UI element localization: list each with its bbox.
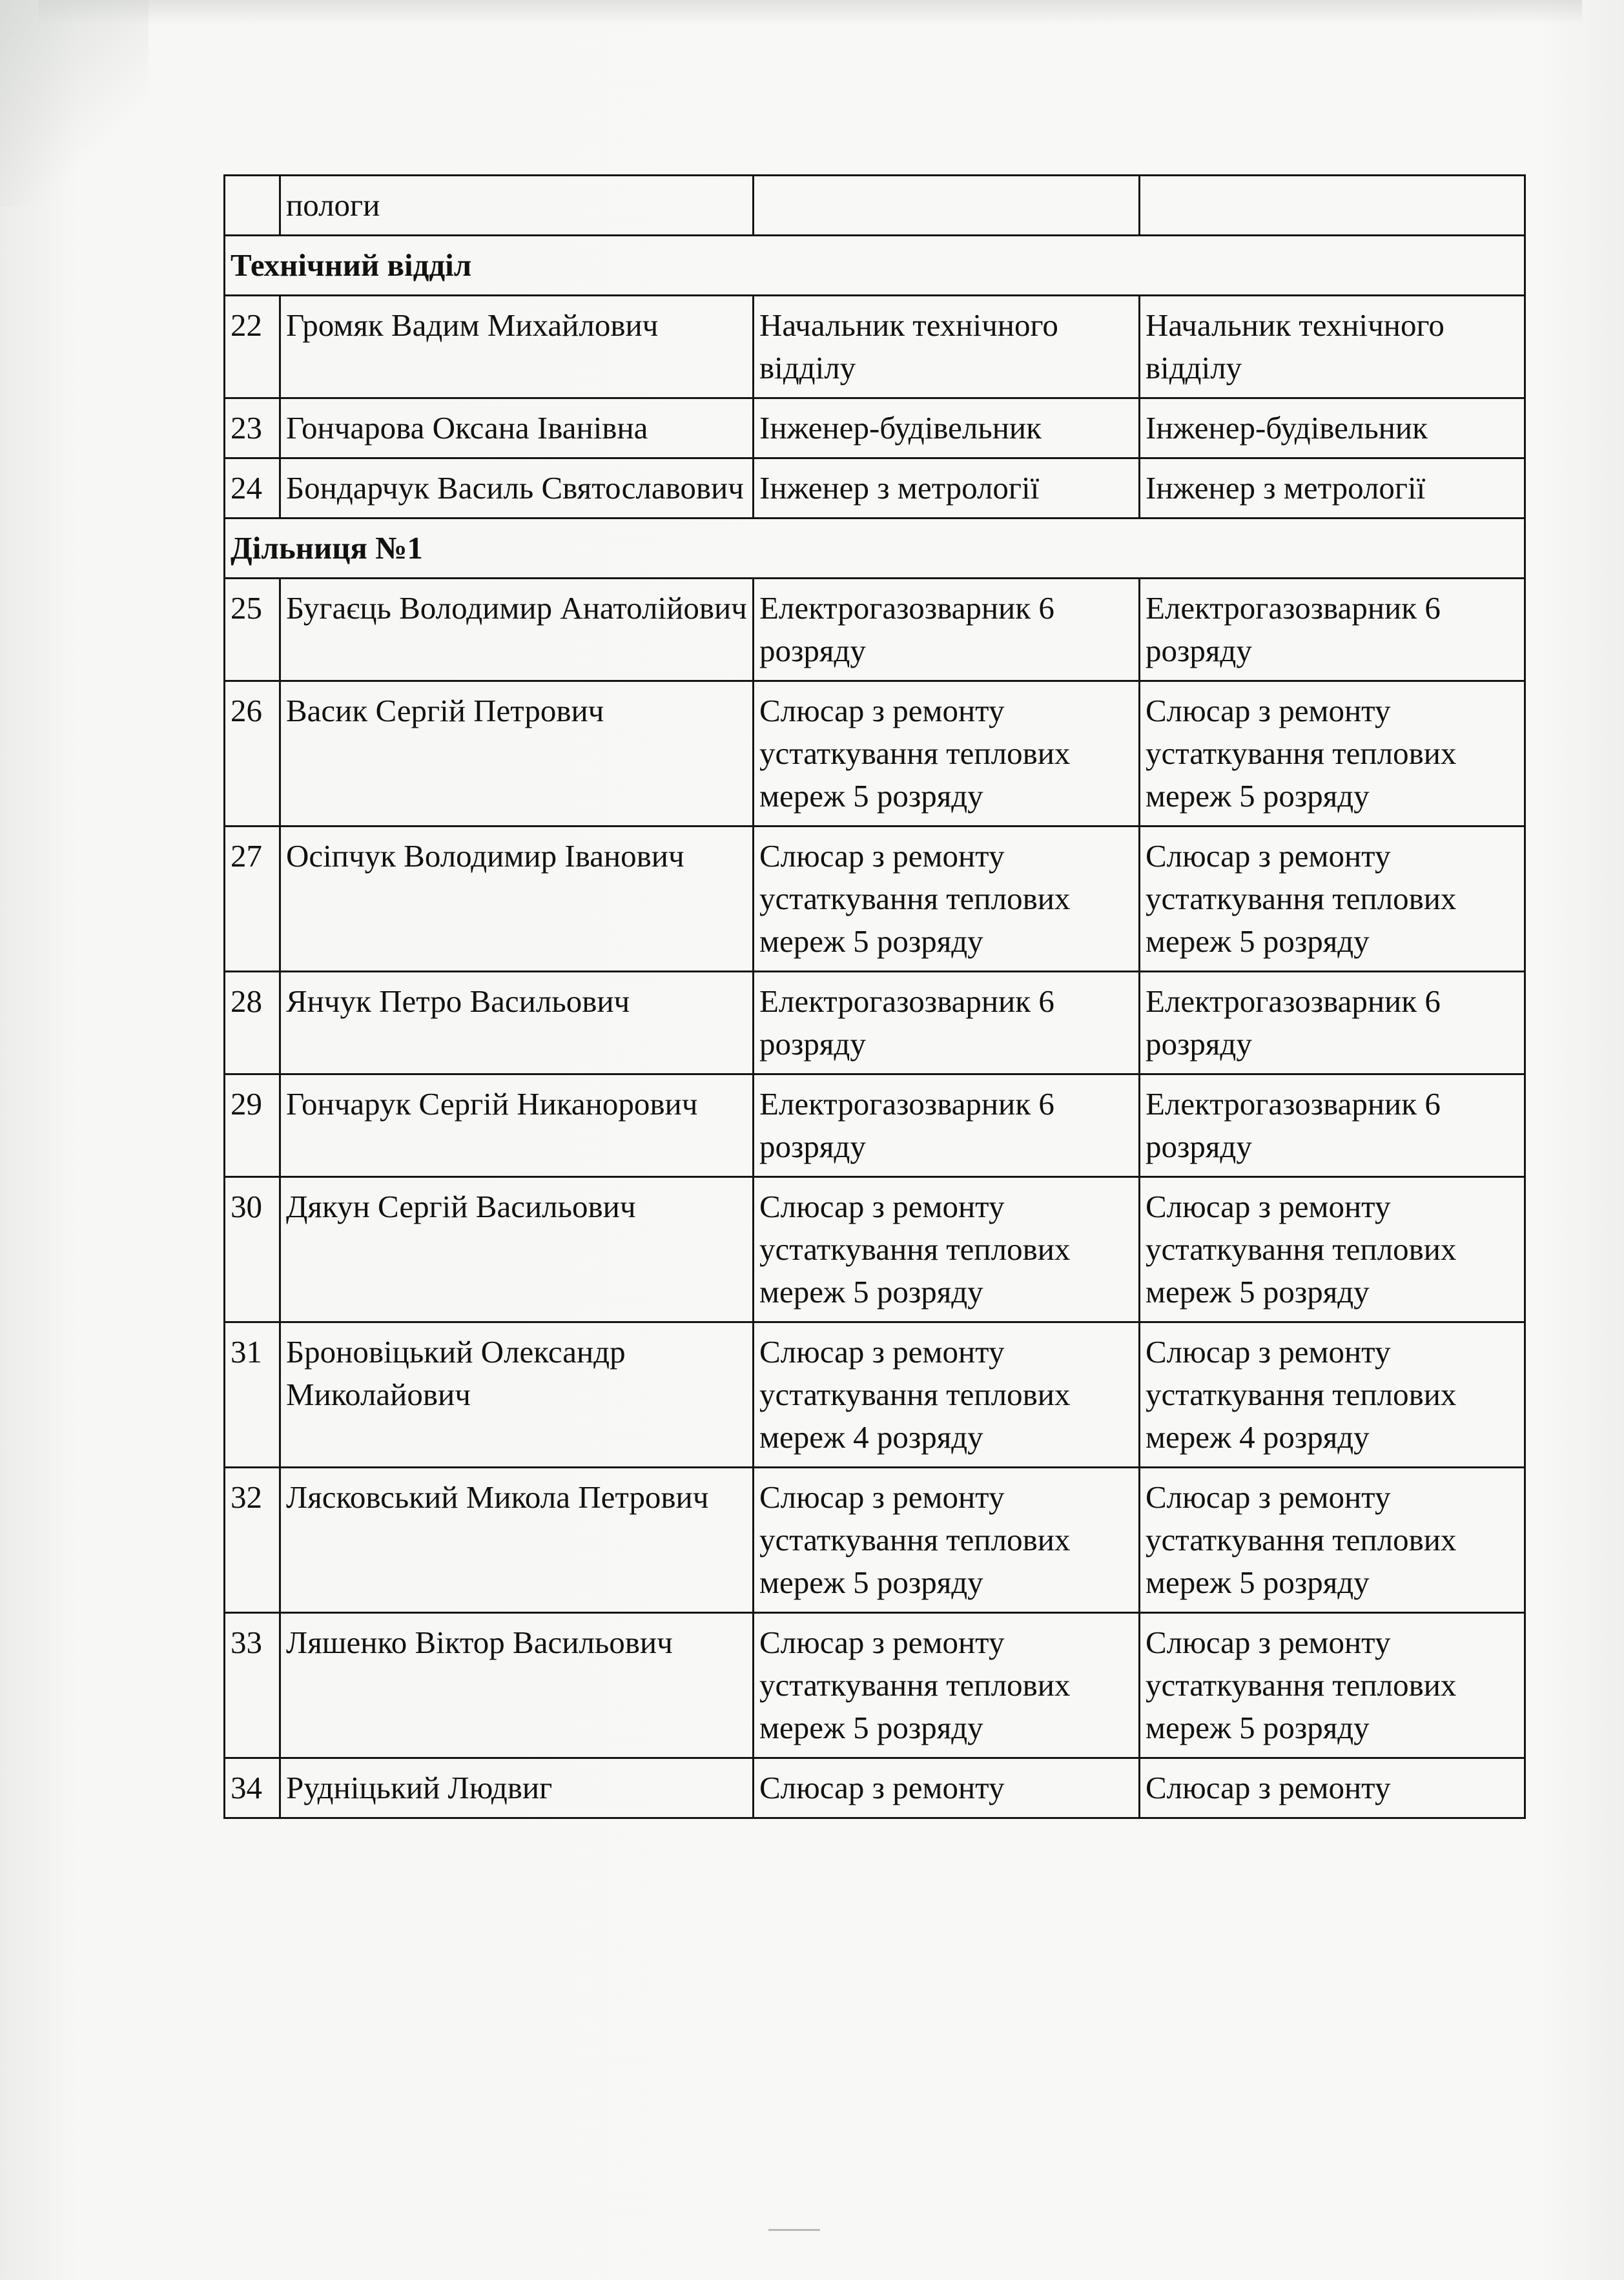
employee-name: Лясковський Микола Петрович [280, 1468, 754, 1613]
employee-name: Дякун Сергій Васильович [280, 1177, 754, 1322]
position-before: Слюсар з ремонту устаткування теплових мереж 5 розряду [754, 1468, 1140, 1613]
row-number: 34 [225, 1758, 280, 1818]
table-row [225, 296, 1525, 398]
employee-name: Громяк Вадим Михайлович [280, 296, 754, 398]
table-row [225, 1613, 1525, 1758]
position-after: Слюсар з ремонту устаткування теплових мереж 5 розряду [1140, 1468, 1525, 1613]
position-before: Інженер з метрології [754, 458, 1140, 519]
table-row [225, 1758, 1525, 1818]
position-before: Інженер-будівельник [754, 398, 1140, 458]
employee-name: Васик Сергій Петрович [280, 681, 754, 827]
row-number: 29 [225, 1074, 280, 1177]
position-after: Слюсар з ремонту [1140, 1758, 1525, 1818]
table-row [225, 1074, 1525, 1177]
employee-name: Янчук Петро Васильович [280, 972, 754, 1074]
table-row [225, 1468, 1525, 1613]
table-row [225, 579, 1525, 681]
position-after: Електрогазозварник 6 розряду [1140, 579, 1525, 681]
position-before: Електрогазозварник 6 розряду [754, 579, 1140, 681]
employee-name: Ляшенко Віктор Васильович [280, 1613, 754, 1758]
employee-name: Гончарук Сергій Никанорович [280, 1074, 754, 1177]
position-before: Електрогазозварник 6 розряду [754, 1074, 1140, 1177]
staff-table [223, 174, 1526, 1819]
position-after: Слюсар з ремонту устаткування теплових мереж 5 розряду [1140, 1177, 1525, 1322]
position-before: Начальник технічного відділу [754, 296, 1140, 398]
row-number: 24 [225, 458, 280, 519]
table-row [225, 827, 1525, 972]
table-row [225, 398, 1525, 458]
table-row [225, 458, 1525, 519]
table-row [225, 972, 1525, 1074]
employee-name: Бугаєць Володимир Анатолійович [280, 579, 754, 681]
employee-name: Осіпчук Володимир Іванович [280, 827, 754, 972]
row-number: 31 [225, 1322, 280, 1468]
employee-name: Рудніцький Людвиг [280, 1758, 754, 1818]
row-number: 28 [225, 972, 280, 1074]
scan-shadow [0, 0, 149, 207]
row-number: 32 [225, 1468, 280, 1613]
row-number: 26 [225, 681, 280, 827]
row-number: 30 [225, 1177, 280, 1322]
position-after: Електрогазозварник 6 розряду [1140, 1074, 1525, 1177]
employee-name: Броновіцький Олександр Миколайович [280, 1322, 754, 1468]
position-after: Електрогазозварник 6 розряду [1140, 972, 1525, 1074]
employee-name: Бондарчук Василь Святославович [280, 458, 754, 519]
position-before: Слюсар з ремонту устаткування теплових мереж 5 розряду [754, 827, 1140, 972]
position-after: Слюсар з ремонту устаткування теплових мереж 5 розряду [1140, 681, 1525, 827]
position-before: Електрогазозварник 6 розряду [754, 972, 1140, 1074]
employee-name: Гончарова Оксана Іванівна [280, 398, 754, 458]
row-number: 27 [225, 827, 280, 972]
scan-mark [768, 2229, 820, 2231]
row-number [225, 176, 280, 236]
scan-edge [39, 0, 1582, 25]
row-number: 25 [225, 579, 280, 681]
position-after: Слюсар з ремонту устаткування теплових мереж 5 розряду [1140, 827, 1525, 972]
position-after: Інженер з метрології [1140, 458, 1525, 519]
table-row [225, 176, 1525, 236]
row-number: 23 [225, 398, 280, 458]
position-before: Слюсар з ремонту устаткування теплових мереж 5 розряду [754, 1613, 1140, 1758]
position-before: Слюсар з ремонту устаткування теплових мереж 5 розряду [754, 681, 1140, 827]
employee-name: пологи [280, 176, 754, 236]
table-row [225, 1177, 1525, 1322]
row-number: 33 [225, 1613, 280, 1758]
position-before: Слюсар з ремонту устаткування теплових мереж 5 розряду [754, 1177, 1140, 1322]
section-row-site1 [225, 519, 1525, 579]
position-after: Начальник технічного відділу [1140, 296, 1525, 398]
section-title: Дільниця №1 [225, 519, 1525, 579]
position-before [754, 176, 1140, 236]
table-row [225, 1322, 1525, 1468]
position-before: Слюсар з ремонту [754, 1758, 1140, 1818]
section-title: Технічний відділ [225, 236, 1525, 296]
position-before: Слюсар з ремонту устаткування теплових мереж 4 розряду [754, 1322, 1140, 1468]
row-number: 22 [225, 296, 280, 398]
position-after: Слюсар з ремонту устаткування теплових мереж 5 розряду [1140, 1613, 1525, 1758]
table-row [225, 681, 1525, 827]
position-after: Інженер-будівельник [1140, 398, 1525, 458]
section-row-technical [225, 236, 1525, 296]
position-after [1140, 176, 1525, 236]
position-after: Слюсар з ремонту устаткування теплових мереж 4 розряду [1140, 1322, 1525, 1468]
